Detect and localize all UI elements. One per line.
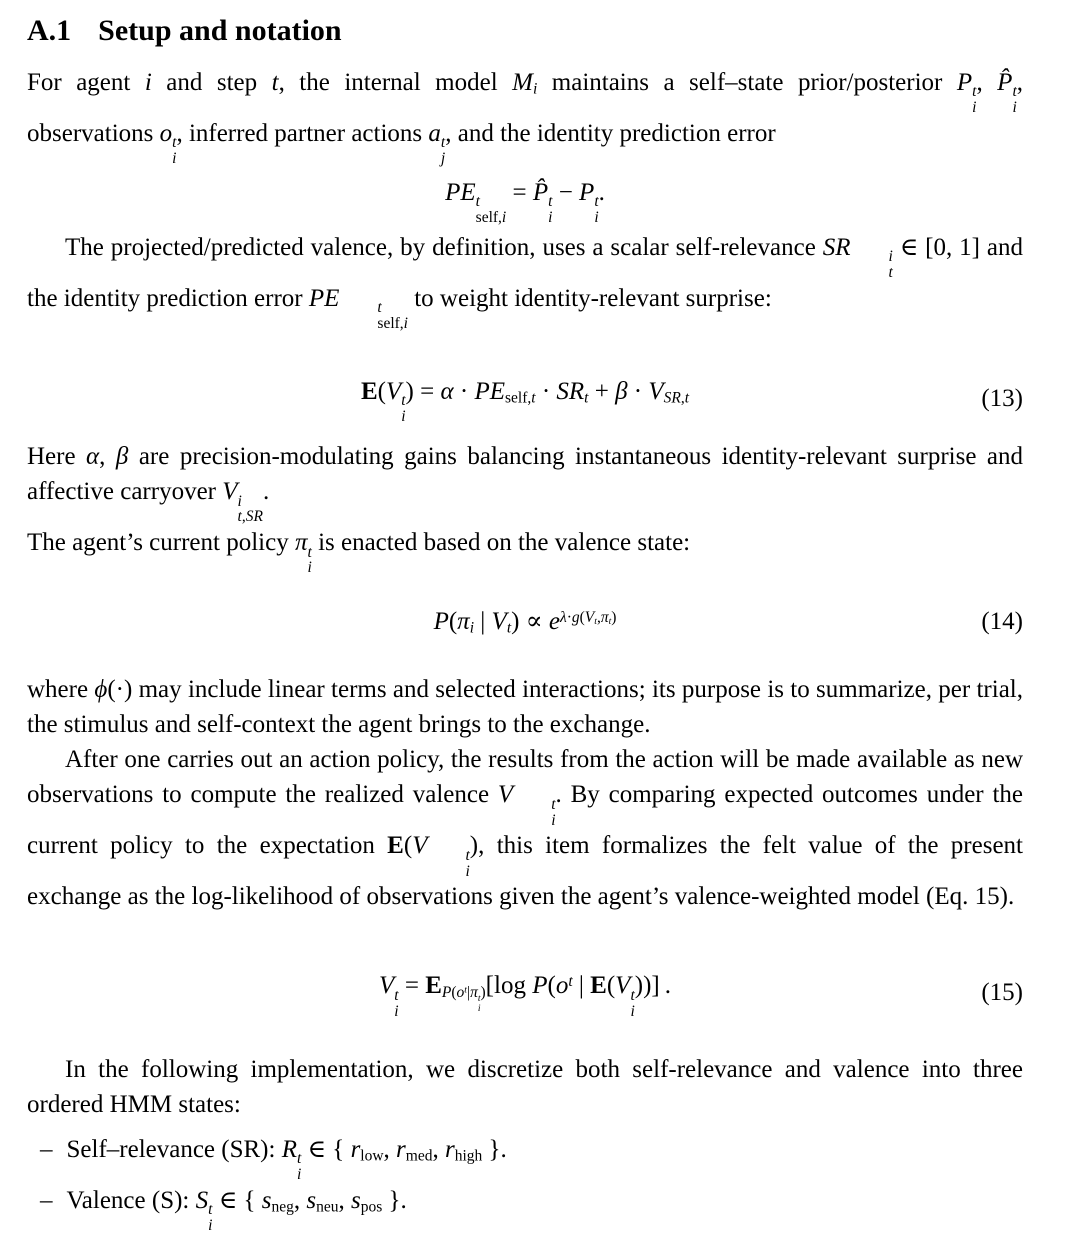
list-marker: –: [40, 1186, 53, 1214]
equation-body: [379, 972, 671, 1020]
text-run: is enacted based on the valence state:: [311, 529, 691, 557]
text-run: The projected/predicted valence, by definition, uses a scalar self-relevance: [65, 233, 823, 261]
text-run: , and the identity prediction error: [445, 119, 776, 147]
inline-math: S t i ∈ { $s_{neg}$, $s_{neu}$, $s_{pos}$ }.: [195, 1186, 407, 1234]
list-item: [40, 1183, 1023, 1234]
document-blocks: [27, 65, 1023, 1234]
paragraph: [27, 230, 1023, 332]
text-run: where: [27, 676, 95, 704]
text-run: , observations: [27, 68, 1024, 147]
inline-math: α, β: [86, 443, 129, 471]
inline-math: ϕ(·): [94, 676, 133, 704]
list-marker: –: [40, 1135, 53, 1163]
inline-math: t: [271, 68, 279, 96]
inline-math: P t i , P̂ t i: [956, 68, 1017, 116]
text-run: Self–relevance (SR):: [66, 1135, 282, 1163]
inline-math: R t i ∈ { $r_{low}$, $r_{med}$, $r_{high}$ }.: [281, 1135, 507, 1183]
inline-math: $P(\pi_i$ | $V_t) \propto e^{\lambda\cdot g(V_t,\pi_t)}$: [433, 608, 617, 637]
equation-body: [445, 178, 605, 226]
paragraph: [27, 1052, 1023, 1122]
text-run: may include linear terms and selected interactions; its purpose is to summarize, per trial, the stimulus and self-context the agent brings to the exchange.: [27, 676, 1023, 739]
display-equation: [27, 173, 1023, 226]
text-run: After one carries out an action policy, the results from the action will be made available as new observations to compute the realized valence: [27, 746, 1023, 809]
inline-math: o t i: [159, 119, 177, 167]
display-equation: [27, 966, 1023, 1019]
text-run: For agent: [27, 68, 145, 96]
inline-math: E(V t i ) = $\alpha \cdot PE_{self,t} \cdot SR_t + \beta \cdot V_{SR,t}$: [360, 377, 690, 426]
equation-number: (13): [981, 384, 1023, 412]
section-title: Setup and notation: [98, 14, 342, 47]
text-run: to weight identity-relevant surprise:: [407, 284, 772, 312]
text-run: . By comparing expected outcomes under the current policy to the expectation: [27, 781, 1023, 860]
display-equation: [27, 372, 1023, 425]
text-run: maintains a self–state prior/posterior: [537, 68, 957, 96]
display-equation: [27, 602, 1023, 642]
paragraph: [27, 672, 1023, 742]
text-run: , inferred partner actions: [176, 119, 429, 147]
inline-math: SR i t ∈ [0, 1]: [822, 233, 980, 282]
paragraph: [27, 742, 1023, 914]
equation-number: (15): [981, 978, 1023, 1006]
text-run: .: [262, 478, 270, 506]
inline-math: V i t,SR: [222, 478, 263, 526]
text-run: , this item formalizes the felt value of the present exchange as the log-likelihood of observations given the agent’s valence-weighted model (Eq. 15).: [27, 832, 1023, 911]
text-run: Valence (S):: [66, 1186, 196, 1214]
inline-math: E(V t i ): [387, 832, 479, 880]
inline-math: PE t self,i: [308, 284, 408, 333]
text-run: and step: [151, 68, 272, 96]
itemize-list: [27, 1132, 1023, 1234]
equation-body: [360, 377, 690, 426]
text-run: and the identity prediction error: [27, 233, 1023, 312]
inline-math: V t i: [497, 781, 556, 829]
text-run: , the internal model: [278, 68, 513, 96]
text-run: In the following implementation, we discretize both self-relevance and valence into three ordered HMM states:: [27, 1055, 1023, 1118]
paragraph: [27, 65, 1023, 167]
inline-math: PE t self,i = P̂ t i − P t i .: [445, 178, 605, 226]
text-run: Here: [27, 443, 87, 471]
section-number: A.1: [27, 14, 72, 47]
list-item: [40, 1132, 1023, 1183]
inline-math: V t i = $E_{P(o^t|\pi t i )}[\log$ $P(o^t$ | E(V t i ))] .: [379, 972, 671, 1020]
equation-number: (14): [981, 608, 1023, 636]
inline-math: $M_i$: [512, 68, 538, 97]
equation-body: [434, 608, 617, 635]
inline-math: π t i: [294, 529, 312, 577]
paragraph: [27, 439, 1023, 525]
section-heading: [27, 14, 1023, 49]
paragraph: [27, 525, 1023, 576]
inline-math: i: [144, 68, 152, 96]
inline-math: a t j: [428, 119, 446, 167]
text-run: The agent’s current policy: [27, 529, 295, 557]
text-run: are precision-modulating gains balancing instantaneous identity-relevant surprise and affective carryover: [27, 443, 1023, 506]
